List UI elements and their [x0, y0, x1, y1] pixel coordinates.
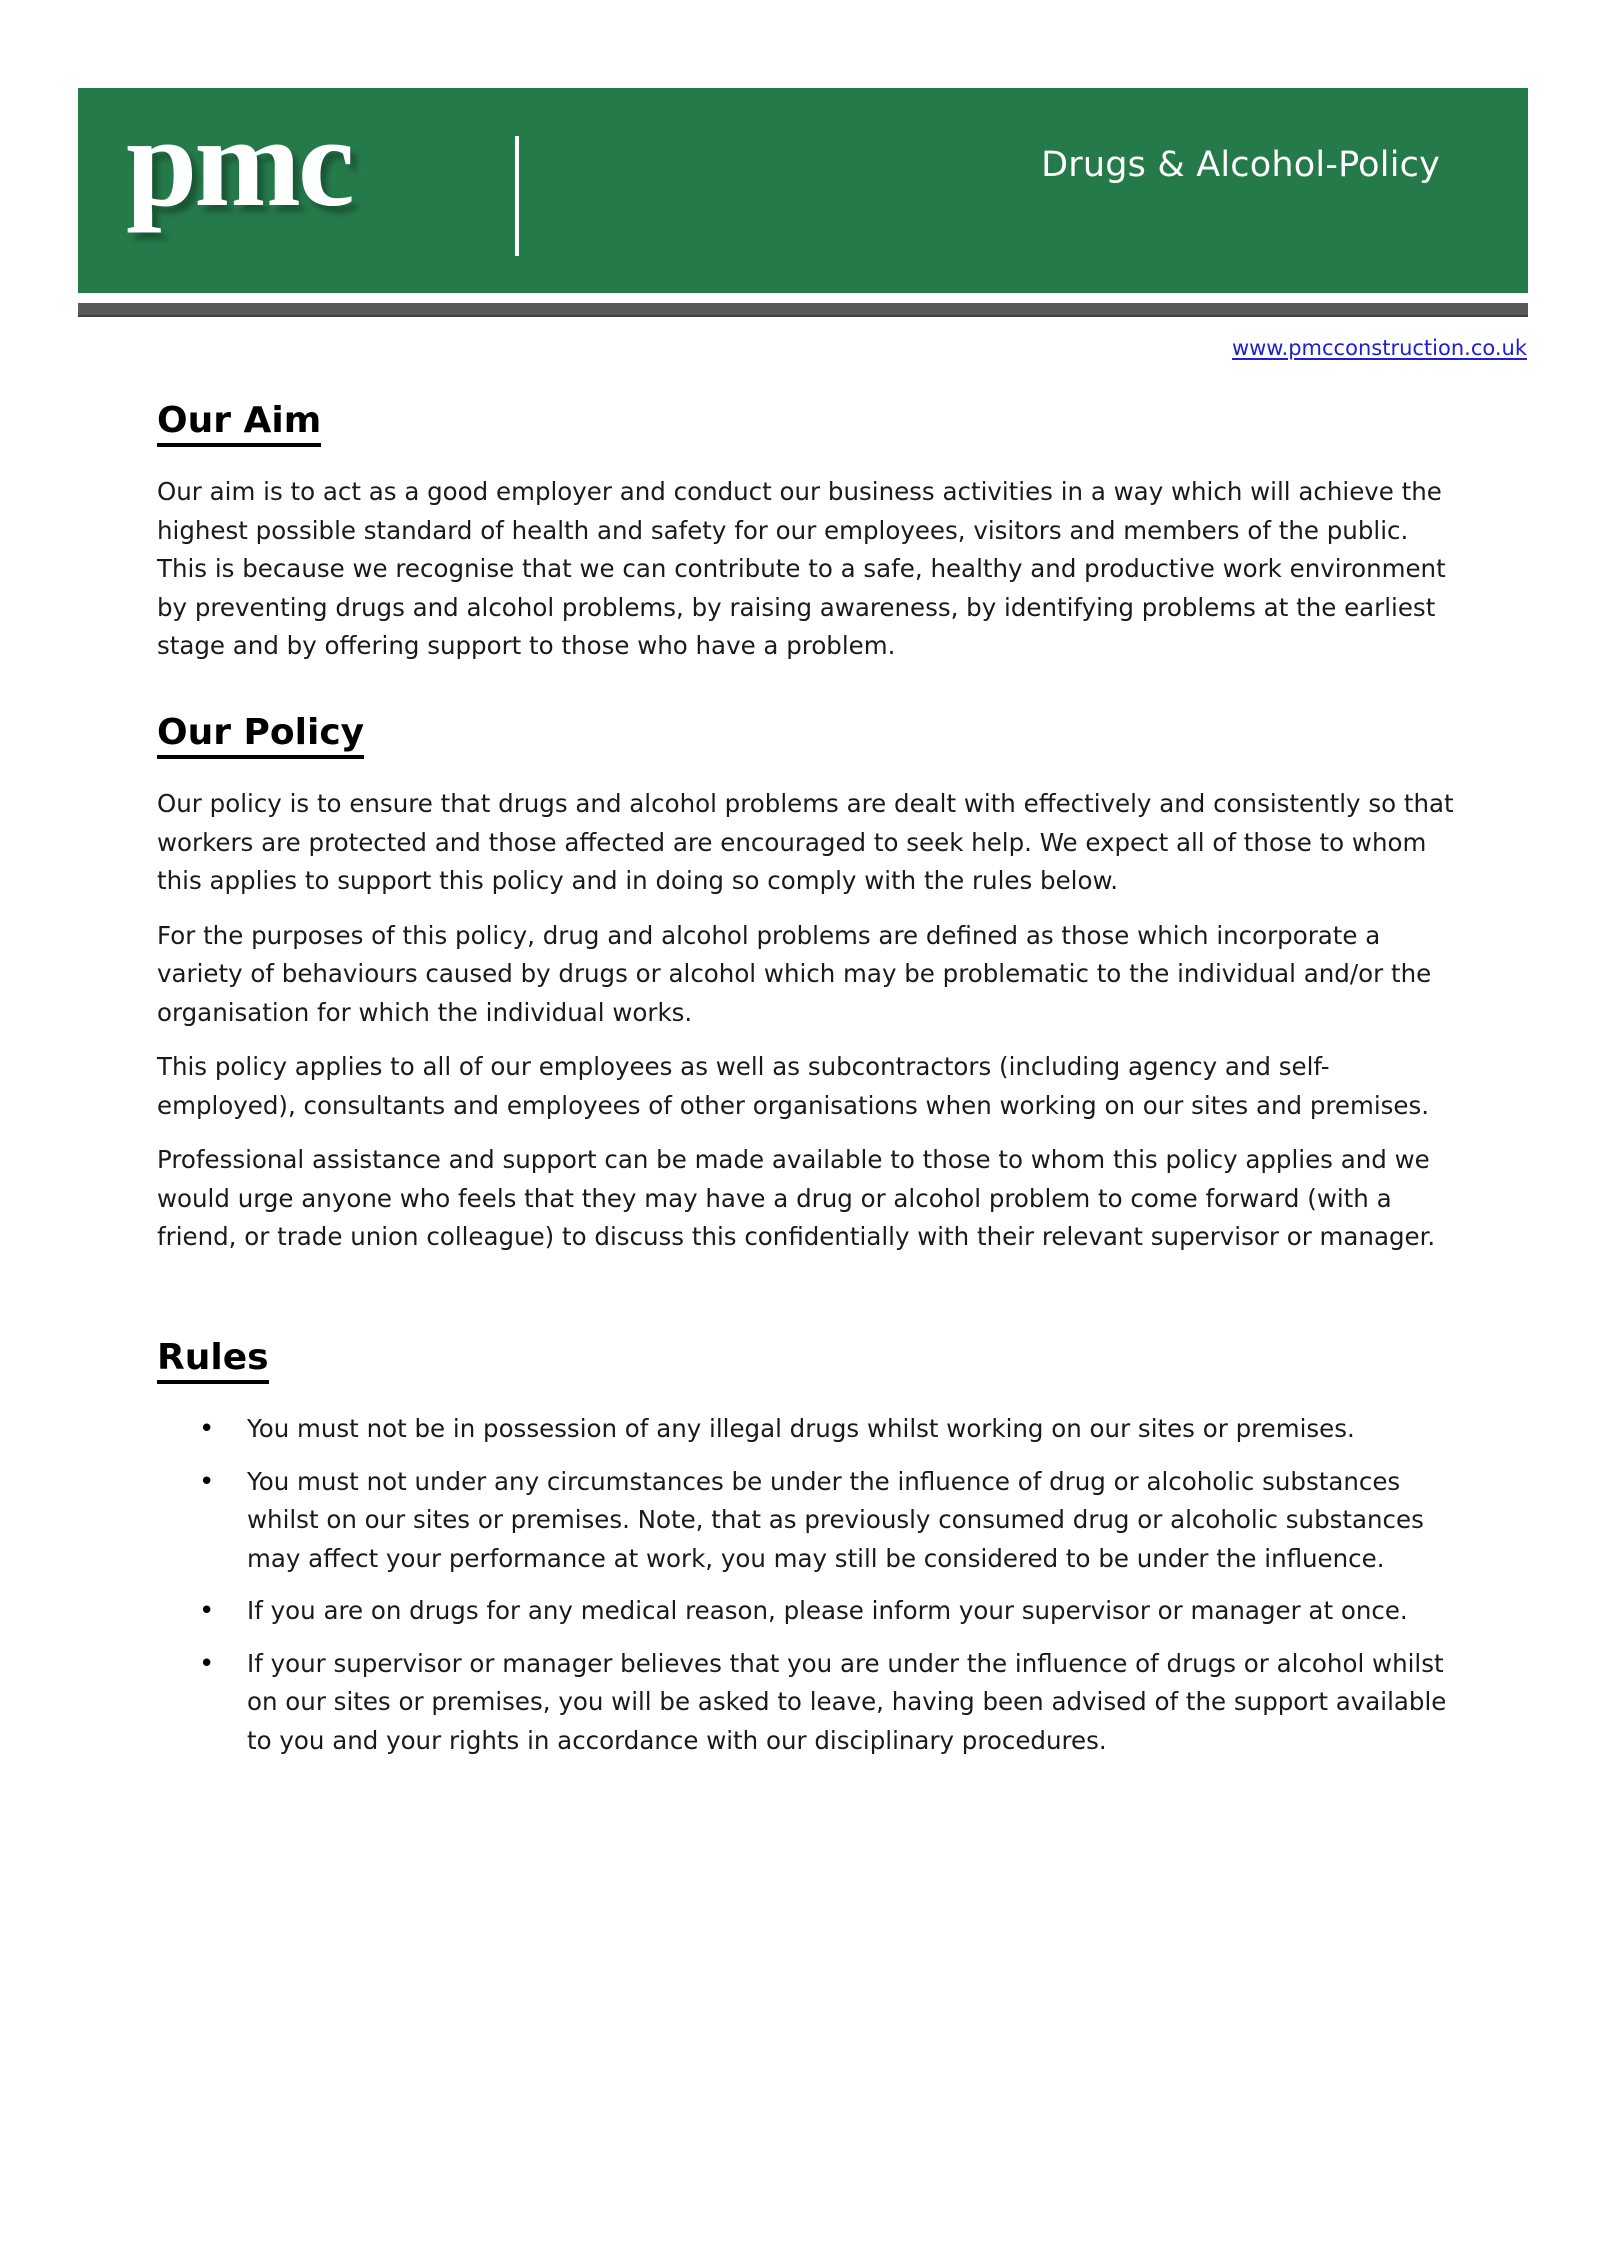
- heading-our-policy: [157, 712, 1454, 759]
- website-url-link[interactable]: www.pmcconstruction.co.uk: [1231, 336, 1527, 360]
- bullet-icon: •: [199, 1466, 215, 1497]
- header-divider-line: [515, 136, 519, 256]
- heading-rules: [157, 1337, 1454, 1384]
- list-item-text: If your supervisor or manager believes that you are under the influence of drugs or alcohol whilst on our sites or premises, you will be asked to leave, having been advised of the support available to you and your rights in accordance with our disciplinary procedures.: [247, 1648, 1447, 1755]
- list-item: [157, 1592, 1454, 1631]
- paragraph-policy-4: Professional assistance and support can be made available to those to whom this policy applies and we would urge anyone who feels that they may have a drug or alcohol problem to come forward (with a friend, or trade union colleague) to discuss this confidentially with their relevant supervisor or manager.: [157, 1145, 1436, 1252]
- heading-our-aim: [157, 400, 1454, 447]
- header-banner: [78, 88, 1528, 293]
- list-item: [157, 1463, 1454, 1579]
- list-item: [157, 1410, 1454, 1449]
- pmc-logo: pmc: [126, 91, 352, 233]
- heading-our-policy-text: Our Policy: [157, 712, 364, 759]
- paragraph-policy-2: For the purposes of this policy, drug and alcohol problems are defined as those which incorporate a variety of behaviours caused by drugs or alcohol which may be problematic to the individual and/or the organisation for which the individual works.: [157, 920, 1432, 1027]
- heading-rules-text: Rules: [157, 1337, 269, 1384]
- list-item: [157, 1645, 1454, 1761]
- document-title: Drugs & Alcohol-Policy: [1041, 145, 1440, 185]
- list-item-text: You must not be in possession of any illegal drugs whilst working on our sites or premises.: [247, 1414, 1355, 1444]
- bullet-icon: •: [199, 1596, 215, 1627]
- paragraph-policy-1: Our policy is to ensure that drugs and alcohol problems are dealt with effectively and consistently so that workers are protected and those affected are encouraged to seek help. We expect all of those to whom this applies to support this policy and in doing so comply with the rules below.: [157, 789, 1454, 896]
- bullet-icon: •: [199, 1648, 215, 1679]
- list-item-text: If you are on drugs for any medical reason, please inform your supervisor or manager at once.: [247, 1596, 1408, 1626]
- header-bottom-rule: [78, 303, 1528, 317]
- rules-list: [157, 1410, 1454, 1760]
- paragraph-aim-1: Our aim is to act as a good employer and conduct our business activities in a way which will achieve the highest possible standard of health and safety for our employees, visitors and members of the public. This is because we recognise that we can contribute to a safe, healthy and productive work environment by preventing drugs and alcohol problems, by raising awareness, by identifying problems at the earliest stage and by offering support to those who have a problem.: [157, 477, 1446, 661]
- list-item-text: You must not under any circumstances be under the influence of drug or alcoholic substances whilst on our sites or premises. Note, that as previously consumed drug or alcoholic substances may affect your performance at work, you may still be considered to be under the influence.: [247, 1466, 1424, 1573]
- heading-our-aim-text: Our Aim: [157, 400, 321, 447]
- paragraph-policy-3: This policy applies to all of our employees as well as subcontractors (including agency and self-employed), consultants and employees of other organisations when working on our sites and premises.: [157, 1052, 1430, 1120]
- bullet-icon: •: [199, 1414, 215, 1445]
- document-body: [157, 400, 1454, 1774]
